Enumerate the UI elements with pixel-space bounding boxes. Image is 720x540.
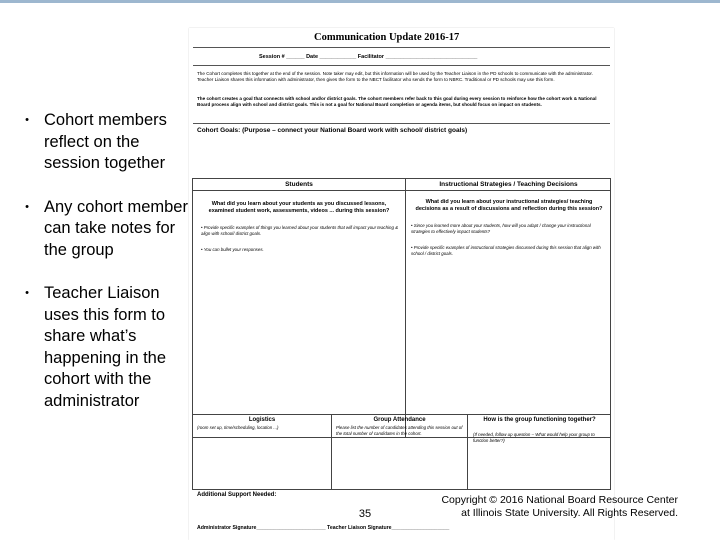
bullet-list [22, 110, 192, 434]
attendance-subtext: Please list the number of candidates attending this session out of the total number of candidates in the cohort. [336, 425, 463, 436]
bullet-dot-icon: • [25, 114, 29, 126]
table-column-divider [331, 415, 332, 489]
logistics-subtext: (room set up, time/scheduling, location ...) [197, 425, 279, 430]
form-title: Communication Update 2016-17 [314, 32, 460, 43]
students-header: Students [285, 181, 313, 188]
form-session-line: Session # ______ Date ____________ Facilitator ______________________________ [259, 54, 478, 60]
form-divider [193, 65, 610, 66]
bullet-text: Teacher Liaison uses this form to share what’s happening in the cohort with the administrator [44, 284, 167, 410]
bullet-text: Any cohort member can take notes for the group [44, 197, 188, 259]
table-column-divider [405, 179, 406, 437]
students-bullet: • You can bullet your responses. [201, 247, 264, 252]
signature-line: Administrator Signature________________________ Teacher Liaison Signature____________________ [197, 525, 450, 531]
strategies-bullet: • Provide specific examples of instructional strategies discussed during this session that align with school / district goals. [411, 245, 601, 256]
attendance-header: Group Attendance [373, 417, 426, 423]
strategies-bullet: • Since you learned more about your students, how will you adapt / change your instructional strategies to effectively impact students? [411, 223, 591, 234]
table-column-divider [467, 415, 468, 489]
form-instruction: The cohort creates a goal that connects with school and/or district goals. The cohort members refer back to this goal during every session to reinforce how the cohort work & National Board process align with school and district goals. This is not a goal for National Board completion or agenda items, but should focus on impact on students. [197, 96, 597, 107]
students-bullet-text: Provide specific examples of things you learned about your students that will impact your teaching & align with school/ district goals. [201, 225, 399, 236]
logistics-table [192, 414, 611, 490]
students-question: What did you learn about your students as you discussed lessons, examined student work, assessments, videos ... during this session? [208, 201, 390, 214]
strategies-bullet-text: Provide specific examples of instructional strategies discussed during this session that align with school / district goals. [411, 245, 601, 256]
students-bullet: • Provide specific examples of things you learned about your students that will impact your teaching & align with school/ district goals. [201, 225, 399, 236]
bullet-text: Cohort members reflect on the session together [44, 111, 167, 172]
bullet-dot-icon: • [25, 200, 29, 213]
students-bullet-text: You can bullet your responses. [203, 247, 264, 252]
strategies-header: Instructional Strategies / Teaching Decisions [439, 181, 578, 188]
form-divider [193, 47, 610, 48]
top-accent-rule [0, 0, 720, 3]
bullet-item [22, 283, 192, 412]
form-divider [193, 123, 610, 124]
bullet-item [22, 197, 192, 262]
copyright-notice: Copyright © 2016 National Board Resource Center at Illinois State University. All Rights Reserved. [441, 494, 678, 519]
strategies-bullet-text: Since you learned more about your students, how will you adapt / change your instructional strategies to effectively impact students? [411, 223, 591, 234]
strategies-question: What did you learn about your instructional strategies/ teaching decisions as a result of discussions and reflection during this session? [415, 199, 603, 212]
logistics-header: Logistics [248, 417, 276, 423]
slide-number: 35 [358, 508, 372, 520]
functioning-subtext: (If needed, follow up question – What would help your group to function better?) [473, 432, 595, 443]
additional-support-label: Additional Support Needed: [197, 492, 277, 498]
communication-update-form-image [189, 28, 614, 540]
bullet-dot-icon: • [25, 287, 29, 299]
form-instruction: The Cohort completes this together at the end of the session. Note taker may edit, but this information will be used by the Teacher Liaison in the PD schools to communicate with the administrator. Teacher Liaison shares this information with administrator, then gives the form to the NBCT facilitator who sends the form to NBRC. Traditional or PD schools may use this form. [197, 71, 593, 82]
table-header-divider [193, 190, 610, 191]
students-strategies-table [192, 178, 611, 438]
form-cohort-goals: Cohort Goals: (Purpose – connect your National Board work with school/ district goals) [197, 127, 468, 134]
functioning-header: How is the group functioning together? [483, 417, 596, 423]
bullet-item [22, 110, 192, 175]
